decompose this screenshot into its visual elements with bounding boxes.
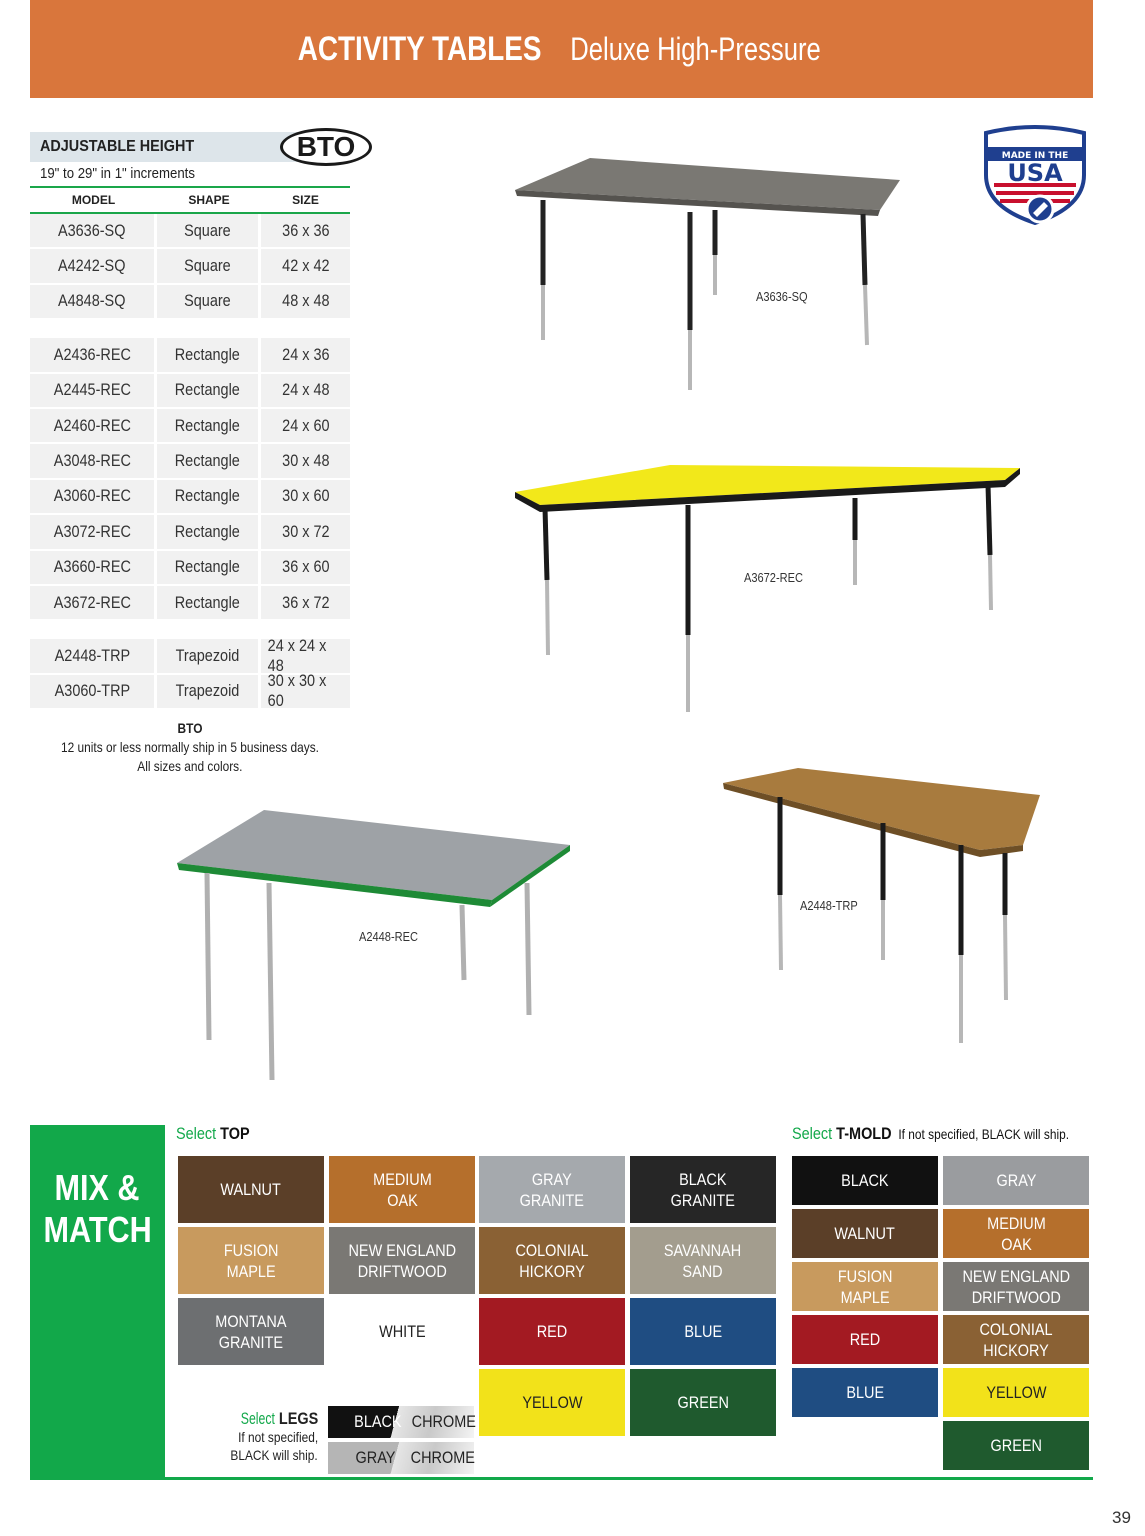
cell-model: A3048-REC (30, 444, 157, 477)
group-spacer (30, 320, 350, 338)
select-legs-heading: Select LEGS If not specified, BLACK will ship. (230, 1409, 318, 1463)
square-table-image (505, 150, 915, 400)
swatch-colonial-hickory[interactable]: COLONIAL HICKORY (943, 1315, 1089, 1364)
square-table-label: A3636-SQ (756, 289, 808, 304)
swatch-fusion-maple[interactable]: FUSION MAPLE (178, 1227, 324, 1294)
cell-size: 24 x 24 x 48 (261, 639, 350, 672)
yellow-table-label: A3672-REC (744, 570, 803, 585)
swatch-blue[interactable]: BLUE (630, 1298, 776, 1365)
spec-heading: ADJUSTABLE HEIGHT (30, 132, 350, 162)
cell-shape: Square (157, 214, 261, 247)
table-row (30, 214, 350, 249)
cell-size: 30 x 30 x 60 (261, 675, 350, 708)
table-row (30, 586, 350, 621)
cell-shape: Rectangle (157, 444, 261, 477)
cell-size: 36 x 36 (261, 214, 350, 247)
bto-note: BTO12 units or less normally ship in 5 business days. All sizes and colors. (61, 720, 319, 774)
gray-table-label: A2448-REC (359, 929, 418, 944)
spec-increments: 19" to 29" in 1" increments (30, 162, 350, 188)
cell-shape: Trapezoid (157, 675, 261, 708)
cell-model: A4242-SQ (30, 249, 157, 282)
swatch-green[interactable]: GREEN (943, 1421, 1089, 1470)
cell-shape: Rectangle (157, 409, 261, 442)
table-row (30, 409, 350, 444)
page-title: ACTIVITY TABLES (298, 29, 542, 68)
bto-badge: BTO (280, 128, 372, 166)
cell-shape: Square (157, 249, 261, 282)
cell-model: A3636-SQ (30, 214, 157, 247)
swatch-red[interactable]: RED (792, 1315, 938, 1364)
column-header-model: MODEL (71, 193, 116, 207)
table-row (30, 249, 350, 284)
cell-size: 30 x 72 (261, 515, 350, 548)
swatch-medium-oak[interactable]: MEDIUM OAK (943, 1209, 1089, 1258)
cell-size: 48 x 48 (261, 285, 350, 318)
swatch-black-granite[interactable]: BLACK GRANITE (630, 1156, 776, 1223)
swatch-montana-granite[interactable]: MONTANA GRANITE (178, 1298, 324, 1365)
cell-model: A2448-TRP (30, 639, 157, 672)
legs-option-gray-chrome[interactable]: GRAY CHROME (328, 1442, 474, 1474)
swatch-yellow[interactable]: YELLOW (479, 1369, 625, 1436)
cell-model: A3060-REC (30, 480, 157, 513)
swatch-new-england-driftwood[interactable]: NEW ENGLAND DRIFTWOOD (943, 1262, 1089, 1311)
cell-model: A3072-REC (30, 515, 157, 548)
cell-size: 24 x 48 (261, 374, 350, 407)
swatch-green[interactable]: GREEN (630, 1369, 776, 1436)
gray-rectangle-table-image (172, 805, 572, 1085)
cell-shape: Square (157, 285, 261, 318)
page-subtitle: Deluxe High-Pressure (569, 30, 821, 67)
table-row (30, 671, 350, 711)
cell-shape: Rectangle (157, 586, 261, 619)
usa-badge-top-text: MADE IN THE (1001, 151, 1069, 161)
mix-match-line1: MIX & (54, 1167, 140, 1208)
spec-rows (30, 214, 350, 710)
cell-model: A3660-REC (30, 551, 157, 584)
cell-shape: Rectangle (157, 374, 261, 407)
made-in-usa-badge (978, 125, 1092, 225)
mix-match-panel (30, 1125, 165, 1480)
swatch-red[interactable]: RED (479, 1298, 625, 1365)
table-row (30, 444, 350, 479)
spec-table (30, 131, 356, 711)
swatch-blue[interactable]: BLUE (792, 1368, 938, 1417)
cell-size: 30 x 48 (261, 444, 350, 477)
usa-badge-main-text: USA (1007, 159, 1063, 187)
mix-match-line2: MATCH (43, 1209, 152, 1250)
cell-size: 24 x 36 (261, 338, 350, 371)
swatch-black[interactable]: BLACK (792, 1156, 938, 1205)
table-row (30, 480, 350, 515)
page-number: 39 (1112, 1508, 1131, 1527)
table-row (30, 374, 350, 409)
table-row (30, 285, 350, 320)
select-tmold-heading: Select T-MOLD If not specified, BLACK will ship. (792, 1124, 1070, 1143)
cell-model: A4848-SQ (30, 285, 157, 318)
swatch-gray[interactable]: GRAY (943, 1156, 1089, 1205)
page-header (30, 0, 1093, 98)
swatch-savannah-sand[interactable]: SAVANNAH SAND (630, 1227, 776, 1294)
swatch-fusion-maple[interactable]: FUSION MAPLE (792, 1262, 938, 1311)
cell-shape: Rectangle (157, 515, 261, 548)
cell-size: 42 x 42 (261, 249, 350, 282)
table-row (30, 515, 350, 550)
table-row (30, 636, 350, 675)
swatch-yellow[interactable]: YELLOW (943, 1368, 1089, 1417)
column-header-size: SIZE (292, 193, 319, 207)
select-top-heading: Select TOP (176, 1124, 250, 1143)
cell-model: A3060-TRP (30, 675, 157, 708)
yellow-rectangle-table-image (510, 460, 1025, 720)
cell-model: A2436-REC (30, 338, 157, 371)
cell-model: A2445-REC (30, 374, 157, 407)
swatch-medium-oak[interactable]: MEDIUM OAK (329, 1156, 475, 1223)
swatch-gray-granite[interactable]: GRAY GRANITE (479, 1156, 625, 1223)
swatch-walnut[interactable]: WALNUT (178, 1156, 324, 1223)
cell-size: 24 x 60 (261, 409, 350, 442)
spec-column-headers (30, 188, 350, 214)
cell-shape: Rectangle (157, 551, 261, 584)
cell-size: 30 x 60 (261, 480, 350, 513)
cell-model: A2460-REC (30, 409, 157, 442)
cell-shape: Rectangle (157, 480, 261, 513)
swatch-colonial-hickory[interactable]: COLONIAL HICKORY (479, 1227, 625, 1294)
column-header-shape: SHAPE (188, 193, 230, 207)
swatch-walnut[interactable]: WALNUT (792, 1209, 938, 1258)
trapezoid-table-label: A2448-TRP (800, 898, 858, 913)
table-row (30, 338, 350, 373)
swatch-white[interactable]: WHITE (329, 1298, 475, 1365)
legs-option-black-chrome[interactable]: BLACK CHROME (328, 1406, 474, 1438)
cell-shape: Rectangle (157, 338, 261, 371)
cell-shape: Trapezoid (157, 639, 261, 672)
cell-size: 36 x 60 (261, 551, 350, 584)
cell-model: A3672-REC (30, 586, 157, 619)
table-row (30, 551, 350, 586)
cell-size: 36 x 72 (261, 586, 350, 619)
trapezoid-table-image (718, 765, 1048, 1050)
mix-bottom-divider (30, 1477, 1093, 1480)
swatch-new-england-driftwood[interactable]: NEW ENGLAND DRIFTWOOD (329, 1227, 475, 1294)
